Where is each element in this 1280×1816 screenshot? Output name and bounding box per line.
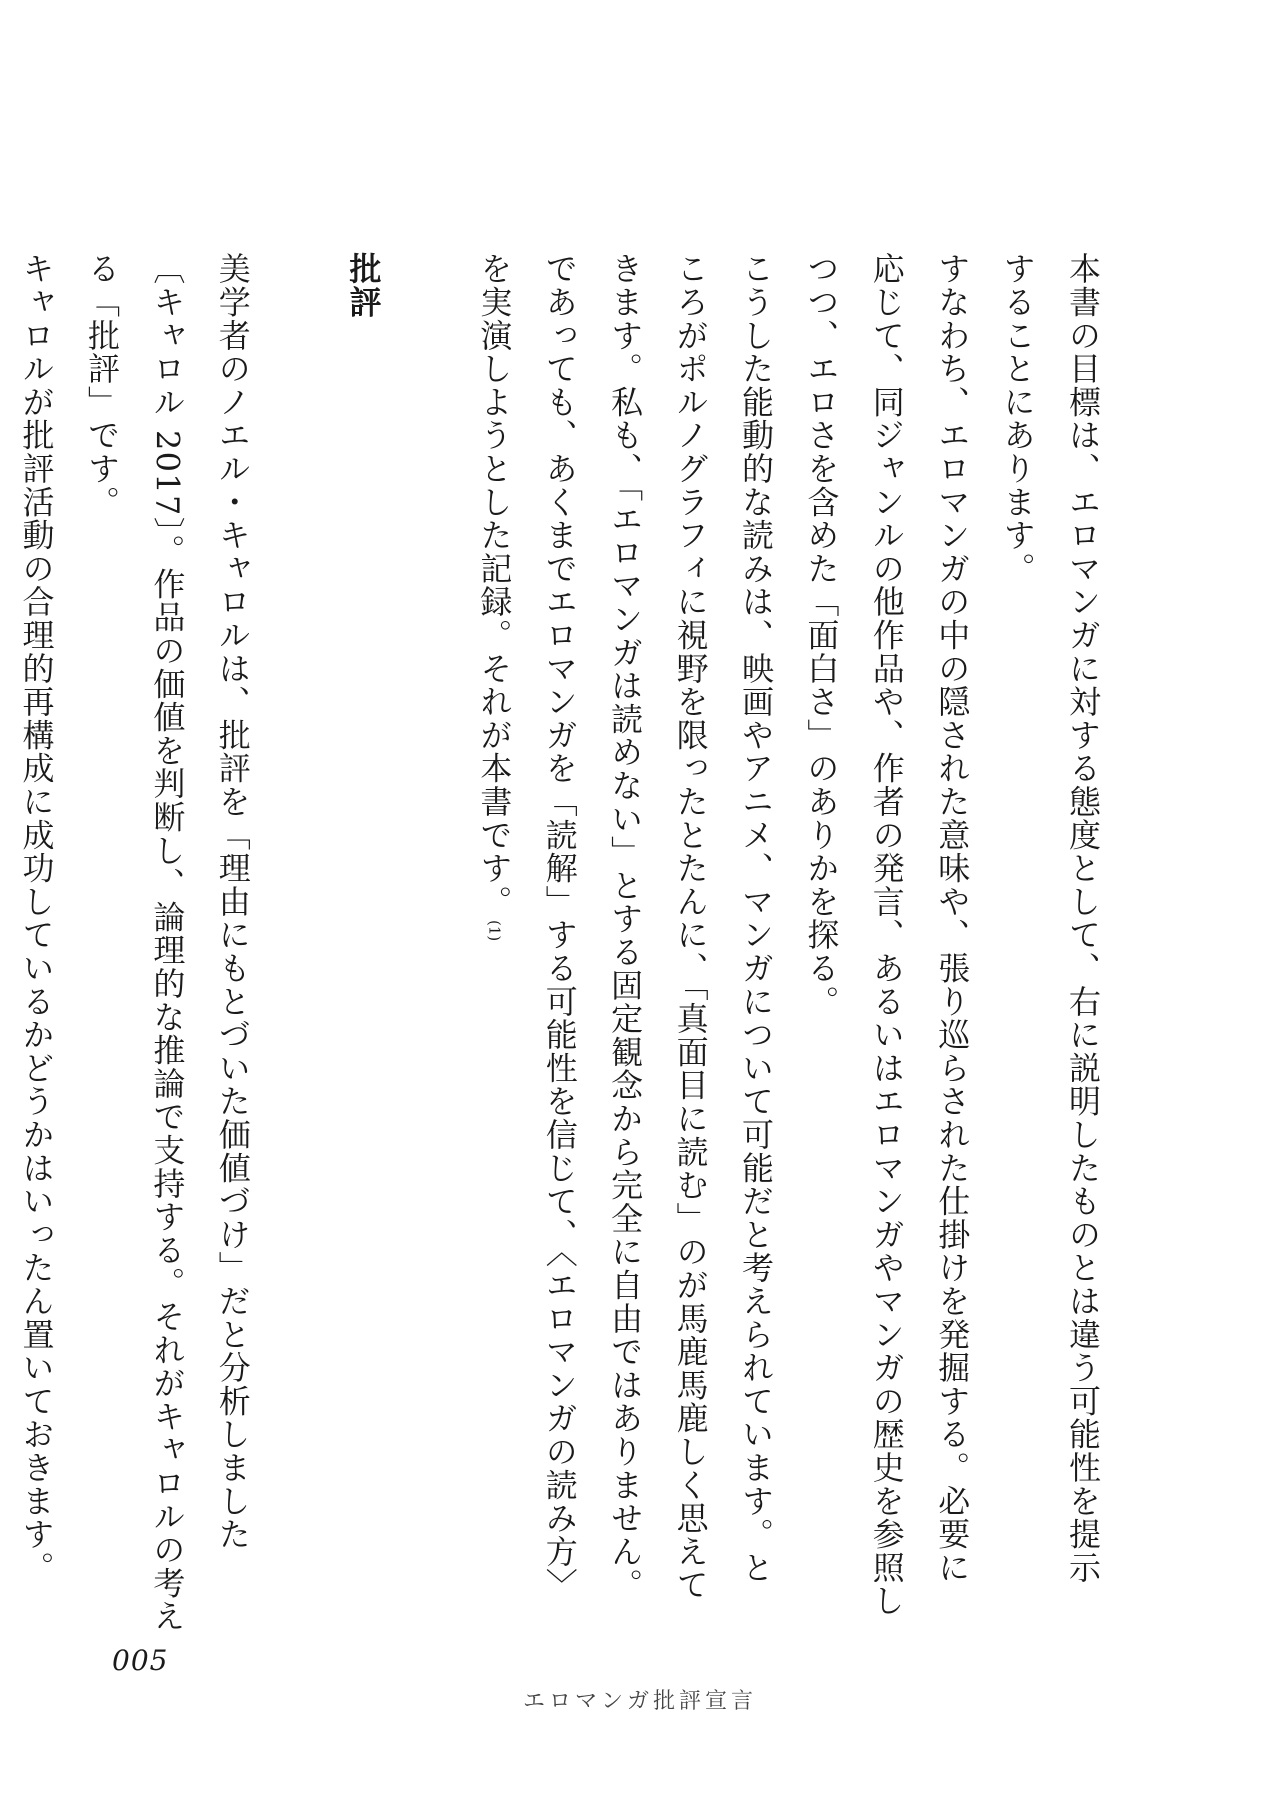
text-line: 美学者のノエル・キャロルは、批評を「理由にもとづいた価値づけ」だと分析しました [213,252,252,1551]
paragraph-gap [396,252,461,1562]
text-line: キャロルが批評活動の合理的再構成に成功しているかどうかはいったん置いておきます。 [17,252,56,1584]
text-line: すなわち、エロマンガの中の隠された意味や、張り巡らされた仕掛けを発掘する。必要に [933,252,972,1584]
text-line: することにあります。 [998,252,1037,585]
footnote-marker: (1) [485,920,504,942]
text-line: こうした能動的な読みは、映画やアニメ、マンガについて可能だと考えられています。と [736,252,775,1584]
text-line: きます。私も、「エロマンガは読めない」とする固定観念から完全に自由ではありません。 [606,252,645,1602]
text-line: ころがポルノグラフィに視野を限ったとたんに、「真面目に読む」のが馬鹿馬鹿しく思えて [671,252,710,1602]
text-line: 本書の目標は、エロマンガに対する態度として、右に説明したものとは違う可能性を提示 [1064,252,1102,1584]
vertical-body-text [3,252,1115,1633]
text-line [461,252,526,1562]
text-line: であっても、あくまでエロマンガを「読解」する可能性を信じて、〈エロマンガの読み方〉 [540,252,579,1602]
page-number: 005 [112,1644,169,1677]
text-line: つつ、エロさを含めた「面白さ」のありかを探る。 [802,252,841,1018]
running-title: エロマンガ批評宣言 [522,1689,757,1714]
text-line: 応じて、同ジャンルの他作品や、作者の発言、あるいはエロマンガやマンガの歴史を参照し [867,252,906,1618]
text-line: る「批評」です。 [82,252,121,519]
text-line: 〔キャロル 2017〕。作品の価値を判断し、論理的な推論で支持する。それがキャロルの考え [148,252,187,1633]
text-segment: を実演しようとした記録。それが本書です。 [475,252,514,918]
section-heading: 批評 [344,252,383,319]
paragraph-gap [265,252,330,1562]
